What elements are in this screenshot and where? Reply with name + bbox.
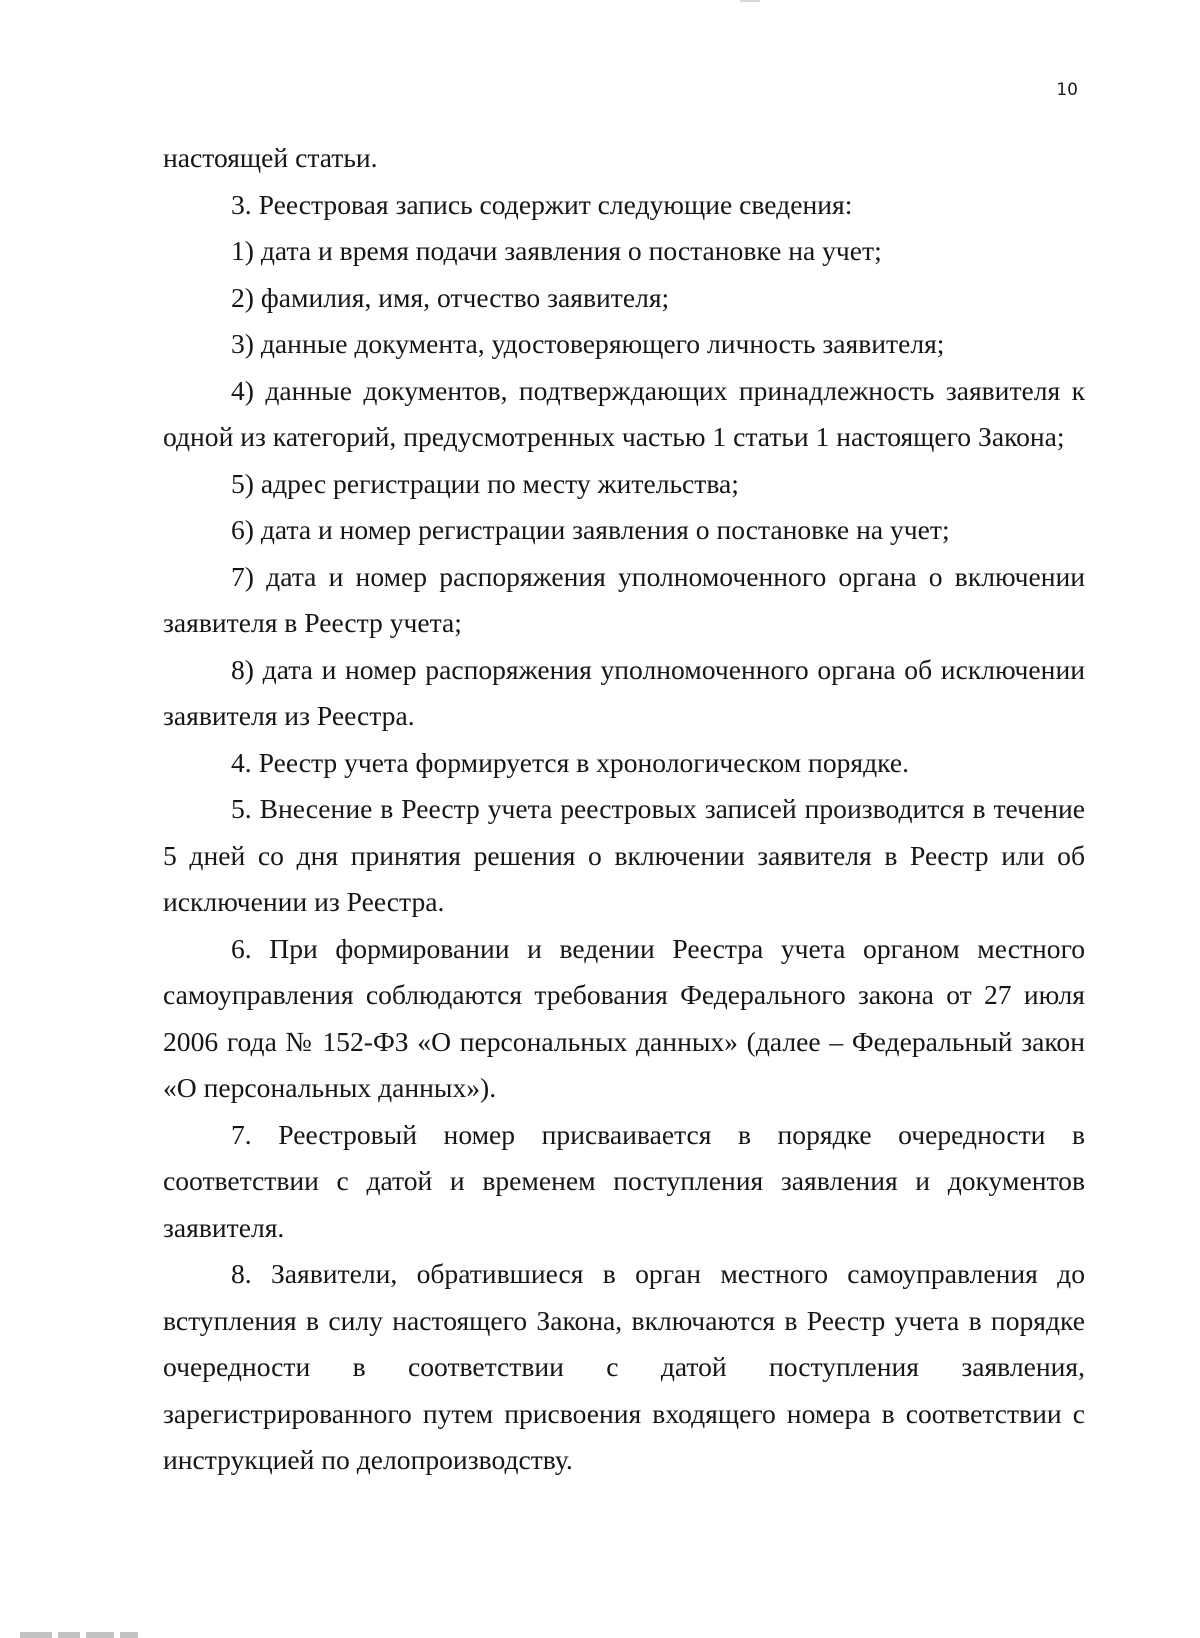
paragraph: 5) адрес регистрации по месту жительства; (231, 467, 739, 499)
paragraph: 3. Реестровая запись содержит следующие сведения: (231, 188, 853, 220)
scan-speck (740, 0, 760, 2)
paragraph: 5. Внесение в Реестр учета реестровых записей производится в течение 5 дней со дня принятия решения о включении заявителя в Реестр или об исключении из Реестра. (163, 793, 1085, 917)
paragraph: 7) дата и номер распоряжения уполномоченного органа о включении заявителя в Реестр учета; (163, 560, 1085, 638)
paragraph: 3) данные документа, удостоверяющего личность заявителя; (231, 328, 945, 359)
document-body (163, 135, 1085, 1484)
page-number: 10 (1056, 80, 1078, 100)
paragraph: 8. Заявители, обратившиеся в орган местного самоуправления до вступления в силу настоящего Закона, включаются в Реестр учета в порядке очередности в соответствии с датой поступления заявления, зарегистрированного путем присвоения входящего номера в соответствии с инструкцией по делопроизводству. (163, 1258, 1085, 1475)
paragraph: 4) данные документов, подтверждающих принадлежность заявителя к одной из категорий, предусмотренных частью 1 статьи 1 настоящего Закона; (163, 374, 1085, 452)
paragraph: 4. Реестр учета формируется в хронологическом порядке. (231, 746, 910, 778)
paragraph: 7. Реестровый номер присваивается в порядке очередности в соответствии с датой и временем поступления заявления и документов заявителя. (163, 1118, 1085, 1243)
paragraph: 6) дата и номер регистрации заявления о постановке на учет; (231, 514, 950, 545)
paragraph: 6. При формировании и ведении Реестра учета органом местного самоуправления соблюдаются требования Федерального закона от 27 июля 2006 года № 152-ФЗ «О персональных данных» (далее – Федеральный закон «О персональных данных»). (163, 932, 1085, 1103)
paragraph: 8) дата и номер распоряжения уполномоченного органа об исключении заявителя из Реестра. (163, 653, 1085, 731)
paragraph: настоящей статьи. (163, 142, 378, 173)
paragraph: 2) фамилия, имя, отчество заявителя; (231, 281, 670, 313)
scan-edge-marks (20, 1632, 138, 1638)
paragraph: 1) дата и время подачи заявления о постановке на учет; (231, 235, 882, 266)
